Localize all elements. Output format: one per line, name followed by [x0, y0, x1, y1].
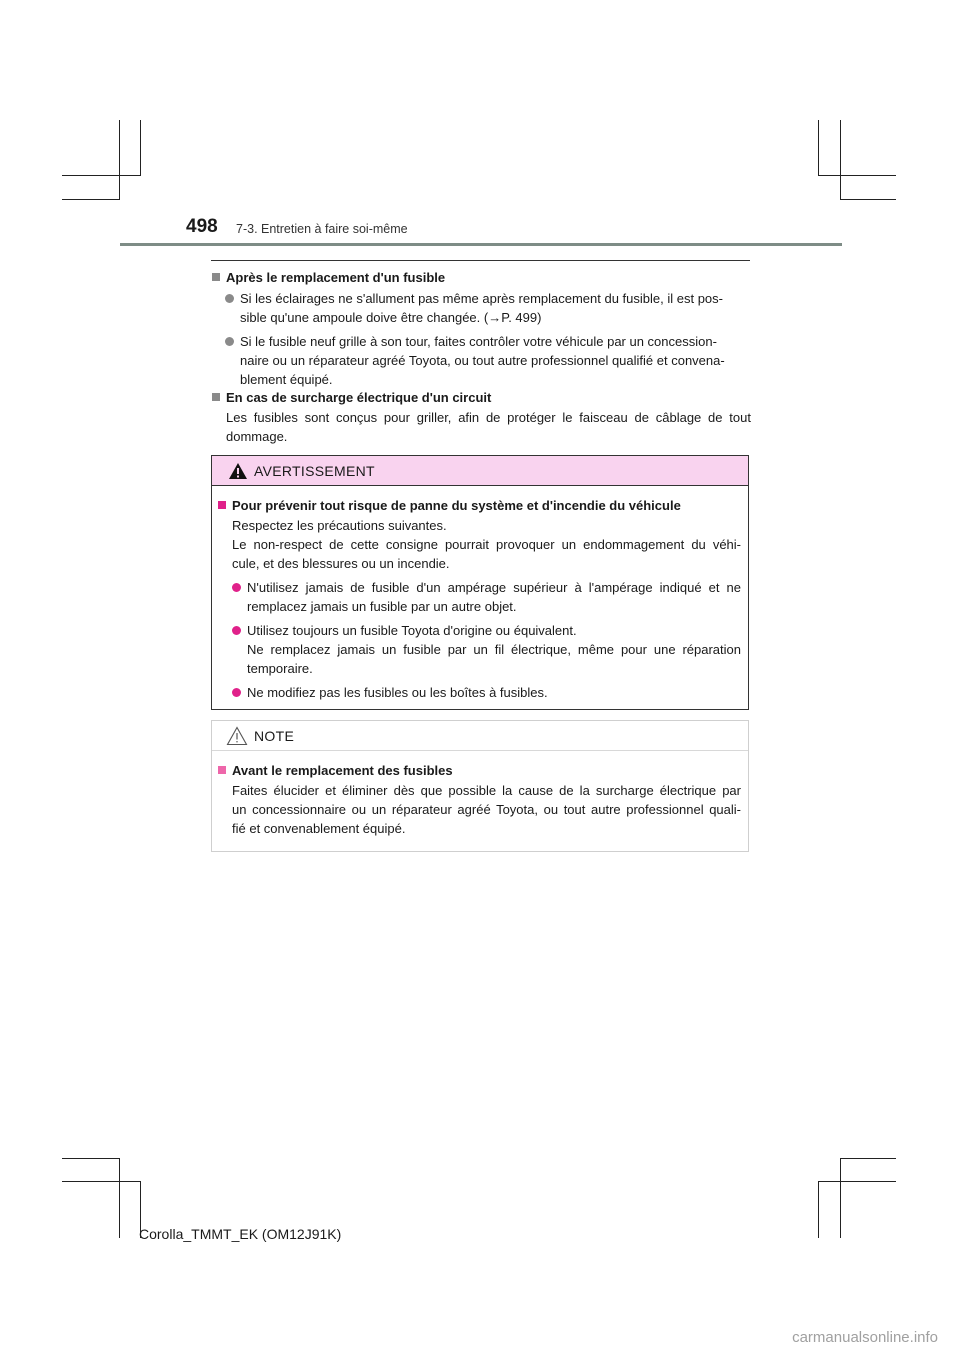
- list-item: [217, 578, 741, 616]
- note-box: [211, 720, 749, 852]
- watermark: carmanualsonline.info: [792, 1329, 938, 1346]
- warning-intro: [217, 516, 741, 573]
- list-item: [211, 289, 751, 327]
- page-number: 498: [186, 216, 218, 237]
- round-bullet-icon: [232, 583, 241, 592]
- note-body: [217, 781, 741, 838]
- crop-mark-bottom-right-vertical: [818, 1181, 819, 1238]
- list-item-line: Ne modifiez pas les fusibles ou les boîtes à fusibles.: [247, 685, 548, 700]
- list-item-line: Si les éclairages ne s'allument pas même après remplacement du fusible, il est pos-: [240, 291, 723, 306]
- body-line: dommage.: [226, 429, 288, 444]
- note-header: [212, 721, 748, 751]
- warning-title: AVERTISSEMENT: [254, 462, 375, 479]
- body-line: Faites élucider et éliminer dès que possible la cause de la surcharge électrique par: [232, 783, 741, 798]
- warning-box: [211, 455, 749, 710]
- warning-header: [212, 456, 748, 486]
- section-after-fuse-replacement: [211, 268, 751, 389]
- round-bullet-icon: [232, 688, 241, 697]
- body-line: un concessionnaire ou un réparateur agréé Toyota, ou tout autre professionnel quali-: [232, 802, 741, 817]
- crop-mark-top-left-horizontal: [62, 175, 141, 176]
- body-line: Le non-respect de cette consigne pourrait provoquer un endommagement du véhi-: [232, 537, 741, 552]
- crop-mark-top-left-horizontal-2: [62, 199, 120, 200]
- note-heading: [217, 761, 741, 780]
- square-bullet-icon: [218, 501, 226, 509]
- note-content: [217, 761, 741, 838]
- round-bullet-icon: [232, 626, 241, 635]
- crop-mark-top-left-vertical: [119, 120, 120, 200]
- note-title: NOTE: [254, 727, 295, 744]
- body-line: Les fusibles sont conçus pour griller, afin de protéger le faisceau de câblage de tout: [226, 410, 751, 425]
- square-bullet-icon: [212, 273, 220, 281]
- crop-mark-bottom-left-vertical: [119, 1158, 120, 1238]
- section-circuit-overload: [211, 388, 751, 446]
- caution-outline-triangle-icon: [226, 726, 248, 746]
- round-bullet-icon: [225, 294, 234, 303]
- crop-mark-bottom-left-horizontal-2: [62, 1181, 141, 1182]
- document-code: Corolla_TMMT_EK (OM12J91K): [139, 1226, 342, 1242]
- section-heading: [211, 268, 751, 287]
- list-item-line: sible qu'une ampoule doive être changée. (→P. 499): [240, 310, 542, 325]
- warning-heading-text: Pour prévenir tout risque de panne du système et d'incendie du véhicule: [232, 498, 681, 513]
- warning-triangle-icon: [228, 462, 248, 480]
- list-item: [217, 621, 741, 678]
- list-item-line: Ne remplacez jamais un fusible par un fil électrique, même pour une réparation: [247, 642, 741, 657]
- section-heading-text: En cas de surcharge électrique d'un circuit: [226, 390, 492, 405]
- list-item-line: naire ou un réparateur agréé Toyota, ou tout autre professionnel qualifié et convena-: [240, 353, 725, 368]
- list-item-line: temporaire.: [247, 661, 313, 676]
- header-divider: [120, 243, 842, 246]
- warning-heading: [217, 496, 741, 515]
- list-item-line: Utilisez toujours un fusible Toyota d'origine ou équivalent.: [247, 623, 577, 638]
- square-bullet-icon: [212, 393, 220, 401]
- crop-mark-bottom-right-horizontal: [840, 1158, 896, 1159]
- crop-mark-bottom-right-horizontal-2: [818, 1181, 896, 1182]
- section-heading: [211, 388, 751, 407]
- list-item: [211, 332, 751, 389]
- list-item-line: Si le fusible neuf grille à son tour, faites contrôler votre véhicule par un concession-: [240, 334, 717, 349]
- note-heading-text: Avant le remplacement des fusibles: [232, 763, 453, 778]
- list-item-line: N'utilisez jamais de fusible d'un ampérage supérieur à l'ampérage indiqué et ne: [247, 580, 741, 595]
- crop-mark-top-right-vertical-2: [840, 120, 841, 200]
- crop-mark-top-left-vertical-2: [140, 120, 141, 175]
- body-line: cule, et des blessures ou un incendie.: [232, 556, 450, 571]
- body-line: fié et convenablement équipé.: [232, 821, 406, 836]
- list-item-line: blement équipé.: [240, 372, 333, 387]
- square-bullet-icon: [218, 766, 226, 774]
- section-heading-text: Après le remplacement d'un fusible: [226, 270, 446, 285]
- section-divider: [211, 260, 750, 261]
- list-item-line: remplacez jamais un fusible par un autre objet.: [247, 599, 517, 614]
- crop-mark-bottom-right-vertical-2: [840, 1158, 841, 1238]
- list-item: [217, 683, 741, 702]
- crop-mark-top-right-horizontal-2: [840, 199, 896, 200]
- crop-mark-top-right-vertical: [818, 120, 819, 175]
- crop-mark-top-right-horizontal: [818, 175, 896, 176]
- round-bullet-icon: [225, 337, 234, 346]
- warning-content: [217, 496, 741, 702]
- chapter-title: 7-3. Entretien à faire soi-même: [236, 222, 408, 236]
- crop-mark-bottom-left-horizontal: [62, 1158, 120, 1159]
- body-line: Respectez les précautions suivantes.: [232, 518, 447, 533]
- section-body: [211, 408, 751, 446]
